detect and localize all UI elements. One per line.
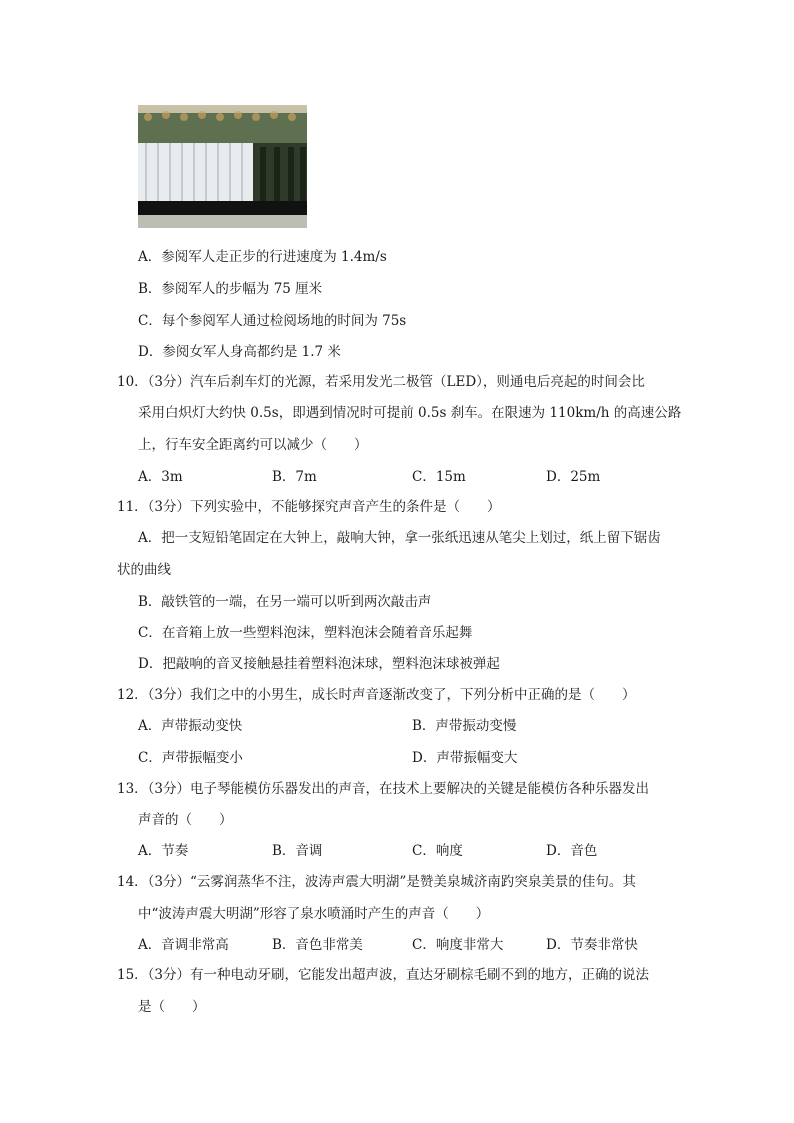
parade-photo: [138, 105, 307, 228]
q9-option-a: A．参阅军人走正步的行进速度为 1.4m/s: [138, 249, 387, 265]
q13-option-a: A．节奏: [138, 843, 189, 859]
q12-option-b: B．声带振动变慢: [412, 718, 517, 734]
q12-line-1: 12．（3分）我们之中的小男生，成长时声音逐渐改变了，下列分析中正确的是（ ）: [117, 687, 636, 703]
q13-line-1: 13．（3分）电子琴能模仿乐器发出的声音，在技术上要解决的关键是能模仿各种乐器发出: [117, 781, 650, 797]
q13-line-2: 声音的（ ）: [138, 812, 233, 828]
q10-option-c: C．15m: [412, 469, 466, 485]
q12-option-c: C．声带振幅变小: [138, 750, 243, 766]
q14-line-1: 14．（3分）“云雾润蒸华不注，波涛声震大明湖”是赞美泉城济南趵突泉美景的佳句。其: [117, 874, 636, 890]
q11-line-1: 11．（3分）下列实验中，不能够探究声音产生的条件是（ ）: [117, 499, 501, 515]
q10-line-3: 上，行车安全距离约可以减少（ ）: [138, 437, 368, 453]
q14-line-2: 中“波涛声震大明湖”形容了泉水喷涌时产生的声音（ ）: [138, 906, 490, 922]
q14-option-a: A．音调非常高: [138, 937, 229, 953]
q11-line-6: D．把敲响的音叉接触悬挂着塑料泡沫球，塑料泡沫球被弹起: [138, 656, 500, 672]
q11-line-4: B．敲铁管的一端，在另一端可以听到两次敲击声: [138, 594, 432, 610]
q13-option-d: D．音色: [546, 843, 598, 859]
q10-line-2: 采用白炽灯大约快 0.5s，即遇到情况时可提前 0.5s 刹车。在限速为 110km/h 的高速公路: [138, 405, 682, 421]
q10-option-a: A．3m: [138, 469, 183, 485]
q11-line-3: 状的曲线: [117, 562, 171, 578]
q12-option-d: D．声带振幅变大: [412, 750, 518, 766]
q12-option-a: A．声带振动变快: [138, 718, 243, 734]
q15-line-1: 15．（3分）有一种电动牙刷，它能发出超声波，直达牙刷棕毛刷不到的地方，正确的说法: [117, 967, 650, 983]
q10-line-1: 10．（3分）汽车后刹车灯的光源，若采用发光二极管（LED），则通电后亮起的时间会比: [117, 374, 645, 390]
q13-option-b: B．音调: [272, 843, 323, 859]
q10-option-d: D．25m: [546, 469, 601, 485]
q15-line-2: 是（ ）: [138, 999, 206, 1015]
q9-option-c: C．每个参阅军人通过检阅场地的时间为 75s: [138, 313, 407, 329]
q10-option-b: B．7m: [272, 469, 317, 485]
q14-option-b: B．音色非常美: [272, 937, 363, 953]
q14-option-c: C．响度非常大: [412, 937, 504, 953]
q11-line-5: C．在音箱上放一些塑料泡沫，塑料泡沫会随着音乐起舞: [138, 625, 473, 641]
q9-option-b: B．参阅军人的步幅为 75 厘米: [138, 281, 323, 297]
q14-option-d: D．节奏非常快: [546, 937, 638, 953]
q13-option-c: C．响度: [412, 843, 463, 859]
q9-option-d: D．参阅女军人身高都约是 1.7 米: [138, 344, 341, 360]
q11-line-2: A．把一支短铅笔固定在大钟上，敲响大钟，拿一张纸迅速从笔尖上划过，纸上留下锯齿: [138, 530, 661, 546]
